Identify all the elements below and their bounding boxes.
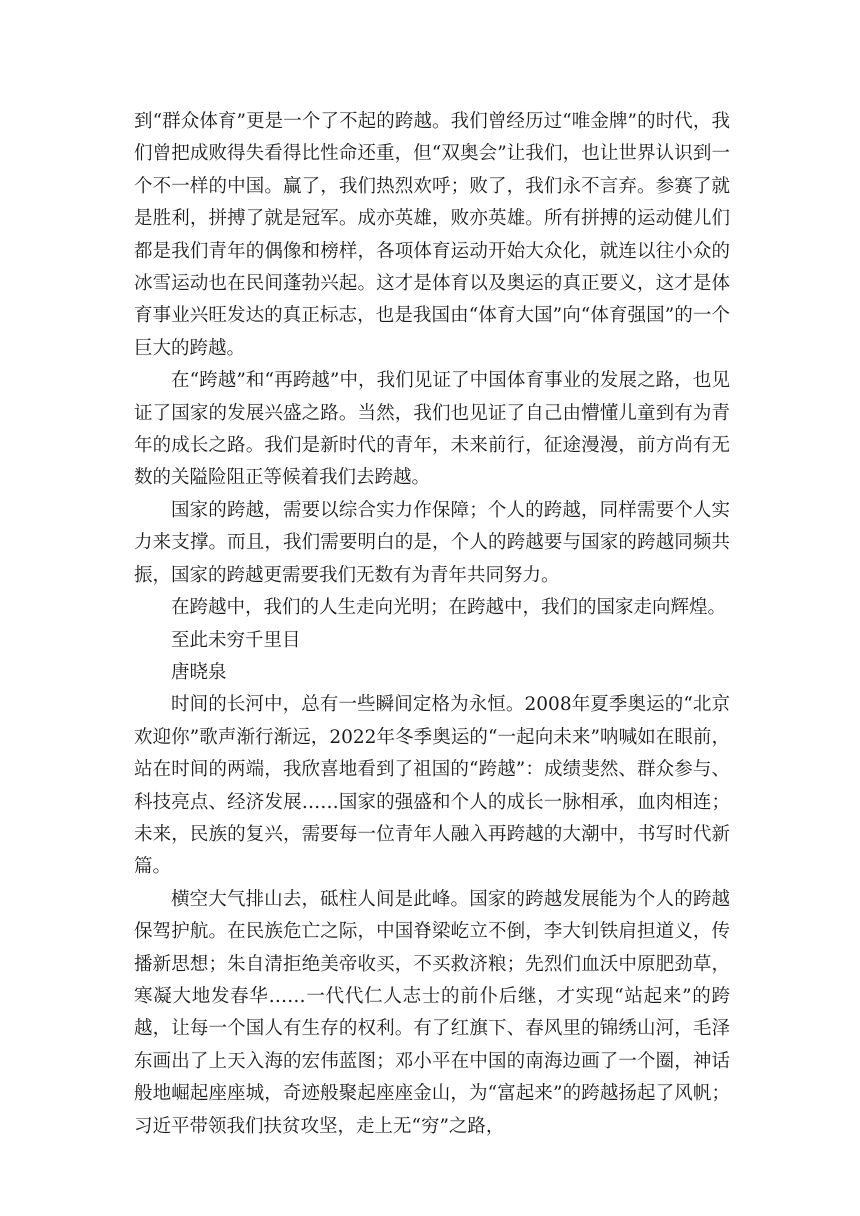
essay-author: 唐晓泉 xyxy=(171,661,227,683)
essay-title: 至此未穷千里目 xyxy=(171,629,301,651)
paragraph: 时间的长河中，总有一些瞬间定格为永恒。2008年夏季奥运的“北京欢迎你”歌声渐行渐远，2022年冬季奥运的“一起向未来”呐喊如在眼前，站在时间的两端，我欣喜地看到了祖国的“跨越”：成绩斐然、群众参与、科技亮点、经济发展……国家的强盛和个人的成长一脉相承，血肉相连；未来，民族的复兴，需要每一位青年人融入再跨越的大潮中，书写时代新篇。 xyxy=(134,694,730,878)
paragraph: 在跨越中，我们的人生走向光明；在跨越中，我们的国家走向辉煌。 xyxy=(171,597,727,619)
paragraph: 在“跨越”和“再跨越”中，我们见证了中国体育事业的发展之路，也见证了国家的发展兴盛之路。当然，我们也见证了自己由懵懂儿童到有为青年的成长之路。我们是新时代的青年，未来前行，征途漫漫，前方尚有无数的关隘险阻正等候着我们去跨越。 xyxy=(134,370,730,489)
paragraph-continuation: 到“群众体育”更是一个了不起的跨越。我们曾经历过“唯金牌”的时代，我们曾把成败得失看得比性命还重，但“双奥会”让我们，也让世界认识到一个不一样的中国。赢了，我们热烈欢呼；败了，我们永不言弃。参赛了就是胜利，拼搏了就是冠军。成亦英雄，败亦英雄。所有拼搏的运动健儿们都是我们青年的偶像和榜样，各项体育运动开始大众化，就连以往小众的冰雪运动也在民间蓬勃兴起。这才是体育以及奥运的真正要义，这才是体育事业兴旺发达的真正标志，也是我国由“体育大国”向“体育强国”的一个巨大的跨越。 xyxy=(134,111,730,359)
paragraph: 横空大气排山去，砥柱人间是此峰。国家的跨越发展能为个人的跨越保驾护航。在民族危亡之际，中国脊梁屹立不倒，李大钊铁肩担道义，传播新思想；朱自清拒绝美帝收买，不买救济粮；先烈们血沃中原肥劲草，寒凝大地发春华……一代代仁人志士的前仆后继，才实现“站起来”的跨越，让每一个国人有生存的权利。有了红旗下、春风里的锦绣山河，毛泽东画出了上天入海的宏伟蓝图；邓小平在中国的南海边画了一个圈，神话般地崛起座座城，奇迹般聚起座座金山，为“富起来”的跨越扬起了风帆；习近平带领我们扶贫攻坚，走上无“穷”之路， xyxy=(134,888,730,1137)
document-body xyxy=(134,106,730,1143)
paragraph: 国家的跨越，需要以综合实力作保障；个人的跨越，同样需要个人实力来支撑。而且，我们需要明白的是，个人的跨越要与国家的跨越同频共振，国家的跨越更需要我们无数有为青年共同努力。 xyxy=(134,499,730,586)
